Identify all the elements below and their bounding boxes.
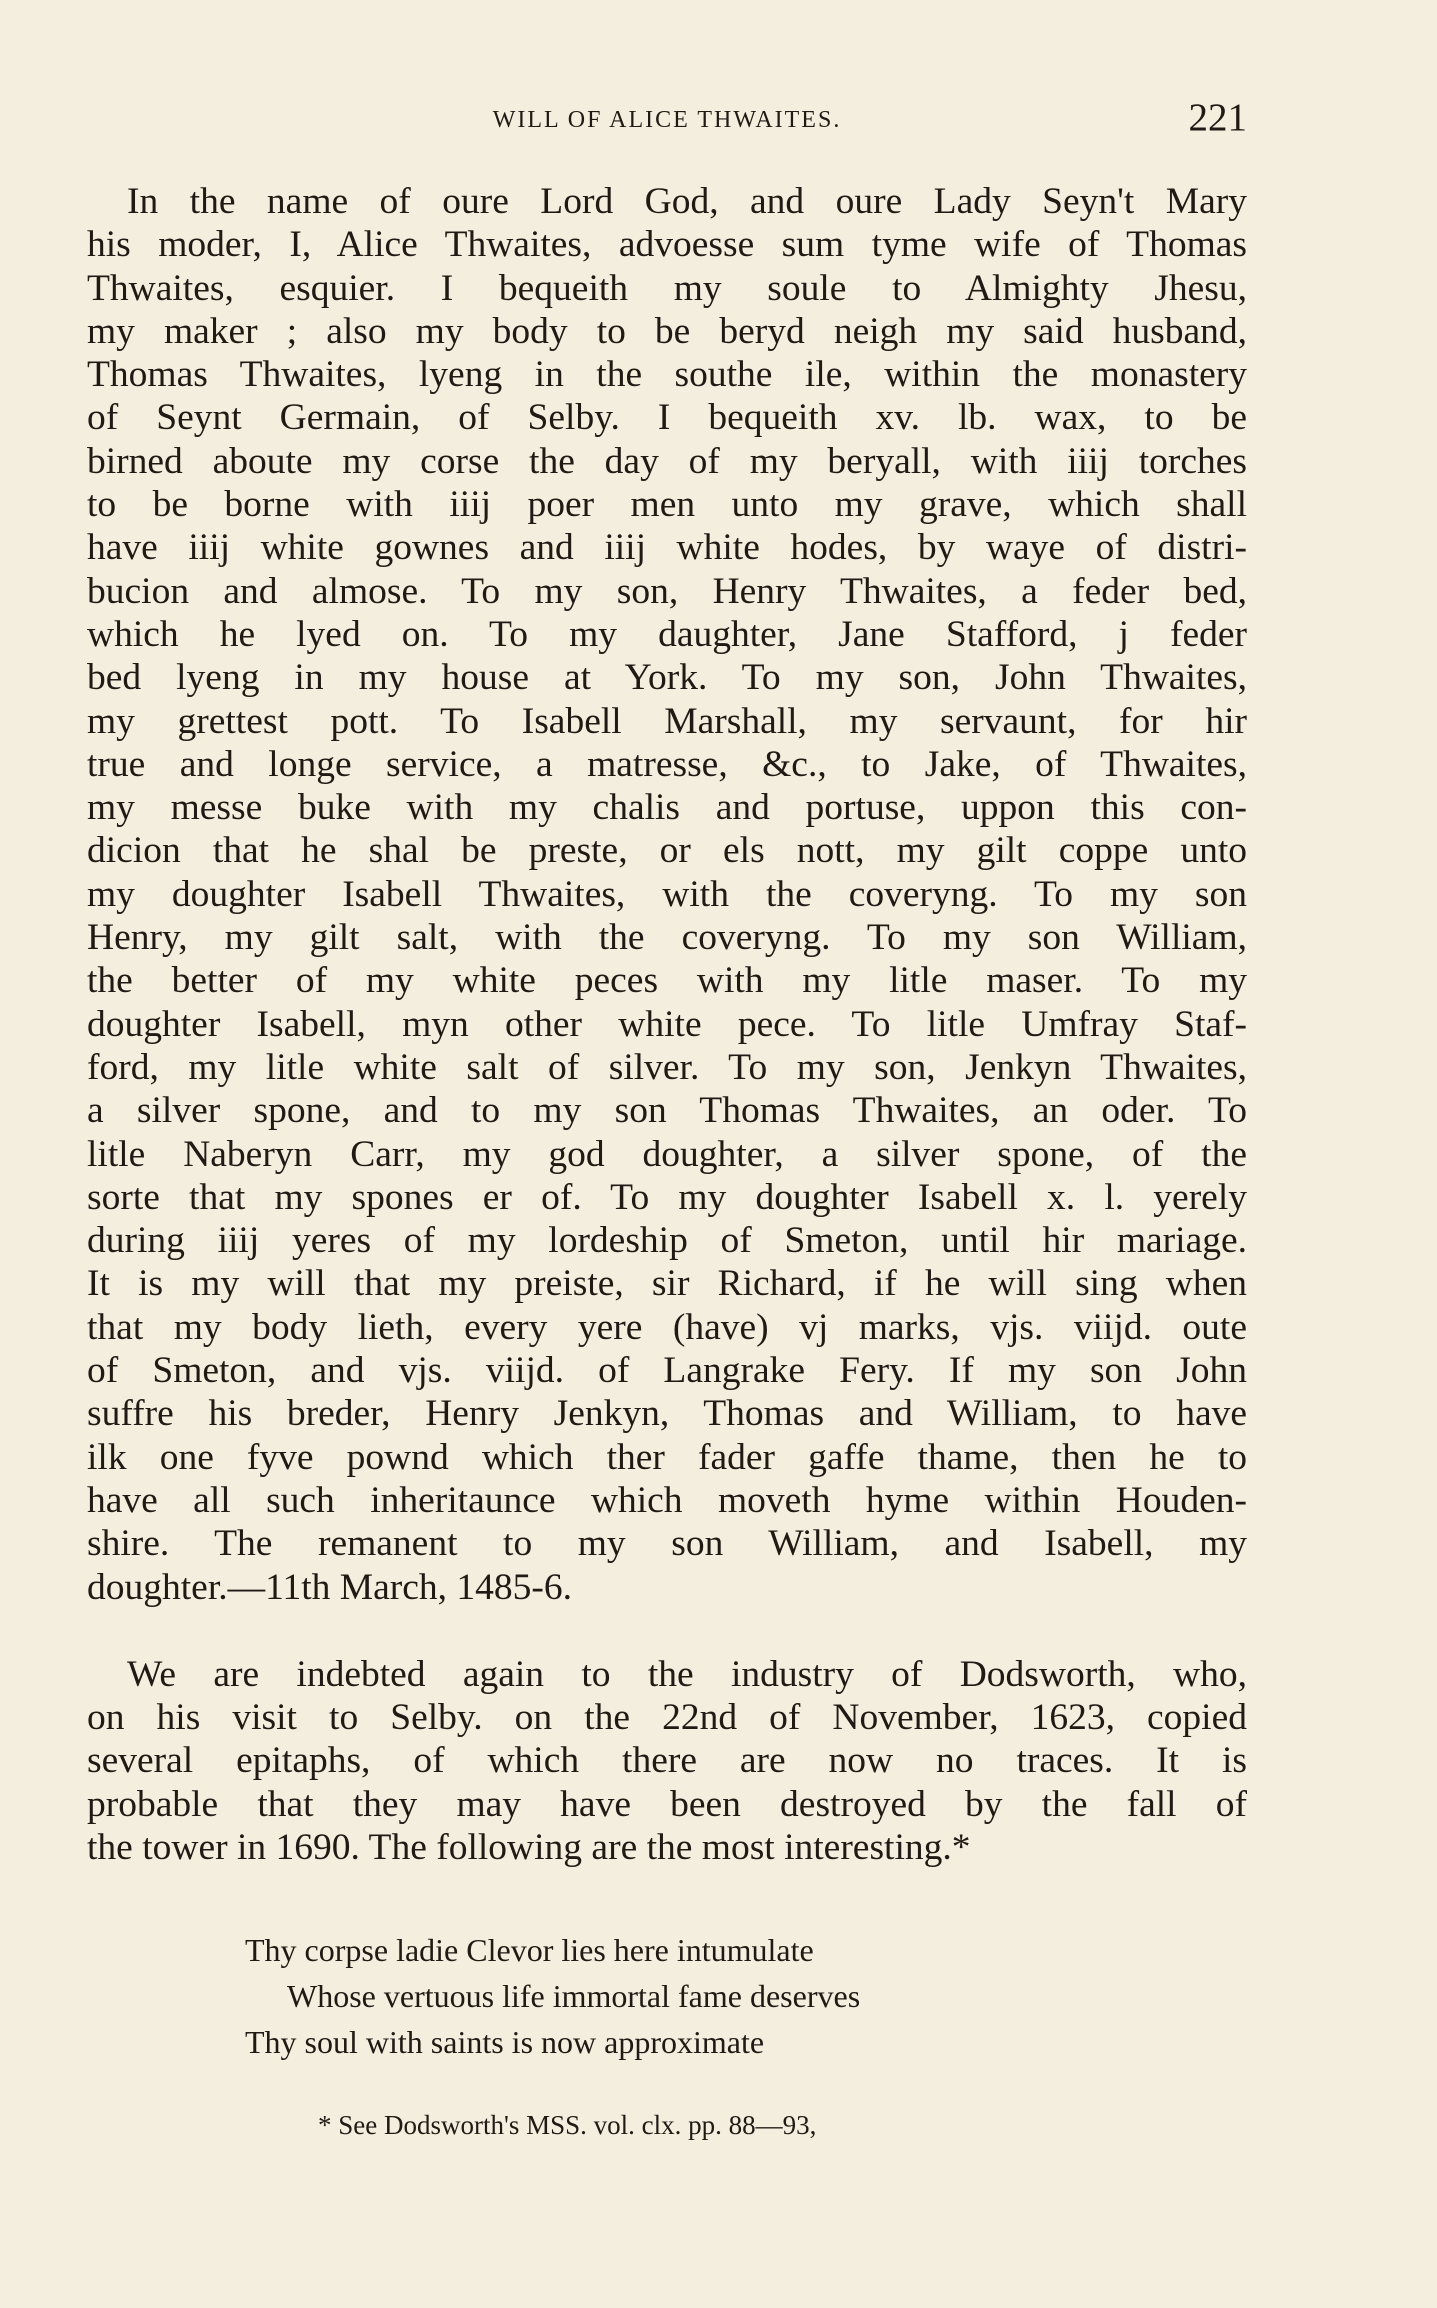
text-line: of Seynt Germain, of Selby. I bequeith xv. lb. wax, to be: [87, 397, 1247, 439]
paragraph-gap: [87, 1609, 1247, 1653]
text-line: Henry, my gilt salt, with the coveryng. To my son William,: [87, 917, 1247, 959]
text-line: Thwaites, esquier. I bequeith my soule to Almighty Jhesu,: [87, 267, 1247, 309]
text-line: litle Naberyn Carr, my god doughter, a silver spone, of the: [87, 1133, 1247, 1175]
text-line: my messe buke with my chalis and portuse, uppon this con-: [87, 787, 1247, 829]
text-line: doughter Isabell, myn other white pece. To litle Umfray Staf-: [87, 1003, 1247, 1045]
text-line: a silver spone, and to my son Thomas Thwaites, an oder. To: [87, 1090, 1247, 1132]
text-line: sorte that my spones er of. To my doughter Isabell x. l. yerely: [87, 1176, 1247, 1218]
text-line: true and longe service, a matresse, &c., to Jake, of Thwaites,: [87, 743, 1247, 785]
running-title: WILL OF ALICE THWAITES.: [492, 107, 842, 133]
text-line: doughter.—11th March, 1485-6.: [87, 1566, 572, 1608]
text-line: during iiij yeres of my lordeship of Smeton, until hir mariage.: [87, 1220, 1247, 1262]
text-line: my maker ; also my body to be beryd neigh my said husband,: [87, 310, 1247, 352]
text-line: It is my will that my preiste, sir Richard, if he will sing when: [87, 1263, 1247, 1305]
epitaph-verse: [245, 1927, 1095, 2065]
text-line: bucion and almose. To my son, Henry Thwaites, a feder bed,: [87, 570, 1247, 612]
verse-line: Whose vertuous life immortal fame deserves: [287, 1978, 861, 2014]
text-line: that my body lieth, every yere (have) vj marks, vjs. viijd. oute: [87, 1306, 1247, 1348]
text-line: my doughter Isabell Thwaites, with the coveryng. To my son: [87, 873, 1247, 915]
will-paragraph: [87, 180, 1247, 1609]
running-head: [87, 95, 1247, 145]
text-line: have all such inheritaunce which moveth hyme within Houden-: [87, 1479, 1247, 1521]
text-line: his moder, I, Alice Thwaites, advoesse sum tyme wife of Thomas: [87, 224, 1247, 266]
text-line: the tower in 1690. The following are the most interesting.*: [87, 1826, 971, 1868]
text-line: bed lyeng in my house at York. To my son, John Thwaites,: [87, 657, 1247, 699]
body-text: [87, 180, 1247, 1869]
text-line: We are indebted again to the industry of Dodsworth, who,: [127, 1653, 1247, 1695]
text-line: which he lyed on. To my daughter, Jane Stafford, j feder: [87, 613, 1247, 655]
text-line: ford, my litle white salt of silver. To my son, Jenkyn Thwaites,: [87, 1046, 1247, 1088]
text-line: on his visit to Selby. on the 22nd of November, 1623, copied: [87, 1697, 1247, 1739]
verse-line: Thy corpse ladie Clevor lies here intumulate: [245, 1932, 814, 1968]
commentary-paragraph: [87, 1653, 1247, 1869]
page-number: 221: [1188, 96, 1247, 139]
text-line: to be borne with iiij poer men unto my grave, which shall: [87, 484, 1247, 526]
text-line: birned aboute my corse the day of my beryall, with iiij torches: [87, 440, 1247, 482]
text-line: my grettest pott. To Isabell Marshall, my servaunt, for hir: [87, 700, 1247, 742]
text-line: shire. The remanent to my son William, and Isabell, my: [87, 1523, 1247, 1565]
text-line: ilk one fyve pownd which ther fader gaffe thame, then he to: [87, 1436, 1247, 1478]
text-line: probable that they may have been destroyed by the fall of: [87, 1783, 1247, 1825]
text-line: suffre his breder, Henry Jenkyn, Thomas and William, to have: [87, 1393, 1247, 1435]
text-line: have iiij white gownes and iiij white hodes, by waye of distri-: [87, 527, 1247, 569]
text-line: several epitaphs, of which there are now no traces. It is: [87, 1740, 1247, 1782]
verse-line: Thy soul with saints is now approximate: [245, 2024, 765, 2060]
text-line: of Smeton, and vjs. viijd. of Langrake Fery. If my son John: [87, 1350, 1247, 1392]
text-line: Thomas Thwaites, lyeng in the southe ile, within the monastery: [87, 354, 1247, 396]
text-line: the better of my white peces with my litle maser. To my: [87, 960, 1247, 1002]
text-line: In the name of oure Lord God, and oure Lady Seyn't Mary: [127, 181, 1247, 222]
text-line: dicion that he shal be preste, or els nott, my gilt coppe unto: [87, 830, 1247, 872]
footnote: * See Dodsworth's MSS. vol. clx. pp. 88—93,: [318, 2110, 817, 2140]
